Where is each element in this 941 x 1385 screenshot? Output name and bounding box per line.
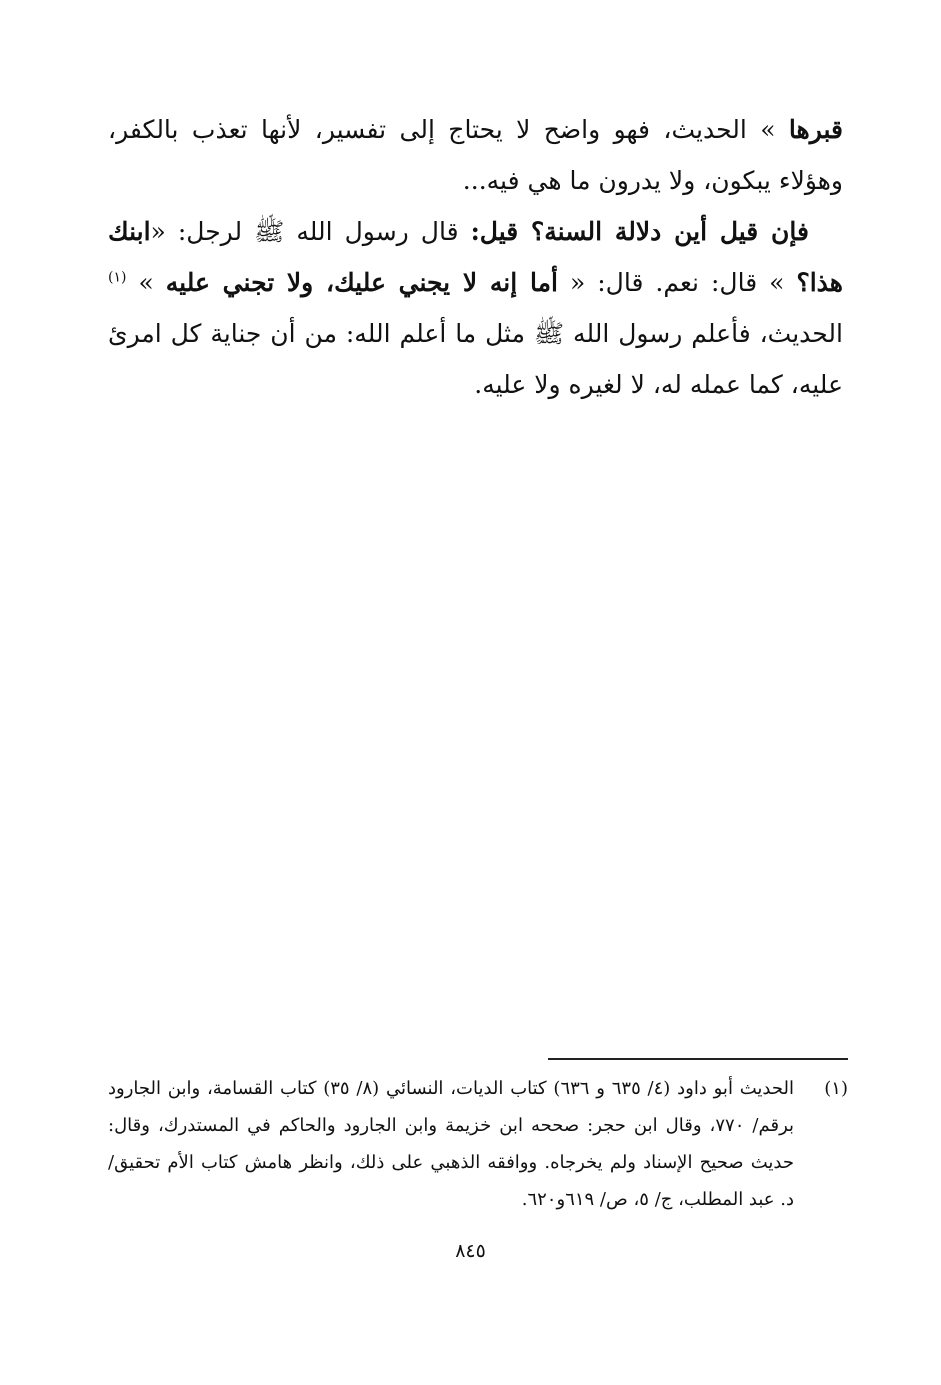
footnote-1	[108, 1070, 848, 1218]
bold-word: قبرها	[788, 115, 843, 144]
bold-question: فإن قيل أين دلالة السنة؟ قيل:	[470, 217, 809, 246]
footnotes	[108, 1070, 848, 1218]
text-run: » الحديث، فهو واضح لا يحتاج إلى تفسير، لأنها تعذب بالكفر، وهؤلاء يبكون، ولا يدرون ما هي فيه...	[108, 115, 843, 195]
text-run: قال رسول الله ﷺ لرجل: «	[150, 217, 471, 246]
footnote-number: (١)	[824, 1078, 848, 1099]
text-run: » قال: نعم. قال: «	[557, 268, 797, 297]
footnote-divider	[548, 1058, 848, 1060]
bold-hadith-quote: أما إنه لا يجني عليك، ولا تجني عليه	[165, 268, 558, 297]
paragraph-1	[108, 104, 843, 206]
page-number: ٨٤٥	[455, 1240, 486, 1262]
paragraph-2	[108, 206, 843, 410]
text-run: الحديث، فأعلم رسول الله ﷺ مثل ما أعلم الله: من أن جناية كل امرئ عليه، كما عمله له، لا لغيره ولا عليه.	[108, 319, 843, 399]
footnote-text: الحديث أبو داود (٤/ ٦٣٥ و ٦٣٦) كتاب الديات، النسائي (٨/ ٣٥) كتاب القسامة، وابن الجارود برقم/ ٧٧٠، وقال ابن حجر: صححه ابن خزيمة وابن الجارود والحاكم في المستدرك، وقال: حديث صحيح الإسناد ولم يخرجاه. ووافقه الذهبي على ذلك، وانظر هامش كتاب الأم تحقيق/ د. عبد المطلب، ج/ ٥، ص/ ٦١٩و٦٢٠.	[108, 1078, 795, 1210]
footnote-marker[interactable]: (١)	[108, 269, 127, 286]
main-text	[108, 104, 843, 410]
text-run: »	[126, 268, 166, 297]
bold-quote: ابنك هذا؟	[108, 217, 843, 297]
